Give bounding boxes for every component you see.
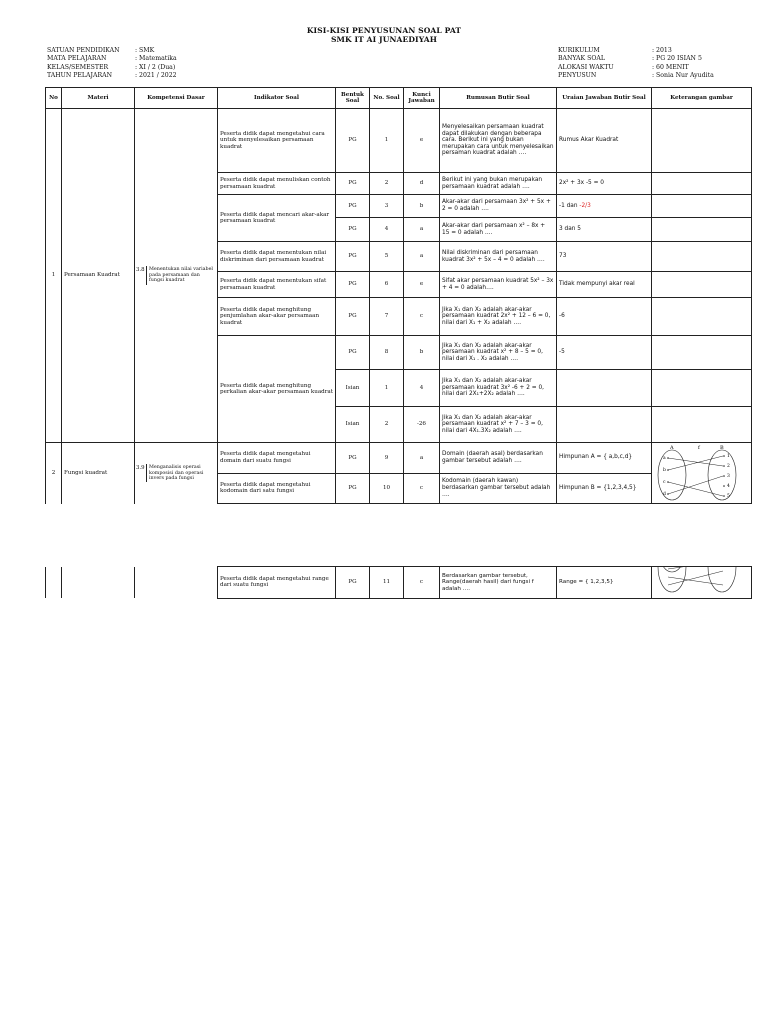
empty-cell — [46, 567, 62, 599]
set-b-element: 3 — [727, 474, 730, 479]
kd-number: 3.9 — [135, 464, 147, 482]
document-title: KISI-KISI PENYUSUNAN SOAL PAT — [306, 26, 462, 35]
point — [723, 475, 725, 477]
no-soal: 4 — [370, 218, 404, 242]
indicator: Peserta didik dapat mengetahui kodomain dari satu fungsi — [218, 473, 336, 504]
keterangan-gambar — [652, 218, 752, 242]
group-materi: Fungsi kuadrat — [62, 443, 135, 504]
meta-value: : Matematika — [135, 55, 177, 63]
bentuk-soal: PG — [336, 443, 370, 474]
meta-value: : PG 20 ISIAN 5 — [652, 55, 702, 63]
indicator: Peserta didik dapat menentukan nilai diskriminan dari persamaan kuadrat — [218, 242, 336, 272]
indicator: Peserta didik dapat menghitung penjumlahan akar-akar persamaan kuadrat — [218, 298, 336, 336]
set-a-label: A — [670, 445, 674, 451]
meta-value: : 2021 / 2022 — [135, 72, 177, 80]
bentuk-soal: PG — [336, 195, 370, 218]
kd-text: Menentukan nilai variabel pada persamaan dan fungsi kuadrat — [149, 267, 213, 284]
mapping-arrows — [668, 456, 723, 496]
point — [667, 481, 669, 483]
column-header: Kunci Jawaban — [404, 88, 440, 109]
group-no: 2 — [46, 443, 62, 504]
rumusan-soal: Nilai diskriminan dari persamaan kuadrat 3x² + 5x – 4 = 0 adalah …. — [440, 242, 557, 272]
column-header: Rumusan Butir Soal — [440, 88, 557, 109]
kunci-jawaban: -26 — [404, 407, 440, 443]
keterangan-gambar — [652, 109, 752, 173]
no-soal: 11 — [370, 567, 404, 599]
kd-text: Menganalisis operasi komposisi dan operasi invers pada fungsi — [149, 465, 204, 481]
rumusan-soal: Akar-akar dari persamaan x² – 8x + 15 = 0 adalah …. — [440, 218, 557, 242]
set-a-ellipse — [658, 567, 686, 572]
function-label: f — [698, 445, 700, 451]
rumusan-soal: Jika X₁ dan X₂ adalah akar-akar persamaan kuadrat 2x² + 12 – 6 = 0, nilai dari X₁ + X₂ adalah …. — [440, 298, 557, 336]
uraian-jawaban: 73 — [557, 242, 652, 272]
indicator: Peserta didik dapat mencari akar-akar persamaan kuadrat — [218, 195, 336, 242]
meta-key: TAHUN PELAJARAN — [47, 72, 112, 80]
kunci-jawaban: a — [404, 218, 440, 242]
column-header: Bentuk Soal — [336, 88, 370, 109]
uraian-jawaban: Rumus Akar Kuadrat — [557, 109, 652, 173]
no-soal: 1 — [370, 109, 404, 173]
meta-value: : 60 MENIT — [652, 63, 689, 71]
no-soal: 9 — [370, 443, 404, 474]
uraian-jawaban: Himpunan B = {1,2,3,4,5} — [557, 473, 652, 504]
meta-key: PENYUSUN — [558, 72, 597, 80]
indicator: Peserta didik dapat menuliskan contoh persamaan kuadrat — [218, 173, 336, 195]
mapping-arrow — [668, 482, 723, 496]
no-soal: 2 — [370, 173, 404, 195]
school-name: SMK IT AI JUNAEDIYAH — [330, 35, 438, 44]
uraian-jawaban: Tidak mempunyi akar real — [557, 272, 652, 298]
keterangan-gambar — [652, 336, 752, 370]
mapping-arrow — [668, 567, 723, 569]
table-row — [46, 109, 752, 173]
uraian-jawaban — [557, 195, 652, 218]
rumusan-soal: Domain (daerah asal) berdasarkan gambar tersebut adalah …. — [440, 443, 557, 474]
uraian-fraction: -2/3 — [579, 202, 591, 209]
kunci-jawaban: b — [404, 336, 440, 370]
table-row — [46, 567, 752, 599]
table-header-row — [46, 88, 752, 109]
set-points — [667, 455, 725, 497]
keterangan-gambar — [652, 443, 752, 504]
rumusan-soal: Berikut ini yang bukan merupakan persamaan kuadrat adalah …. — [440, 173, 557, 195]
meta-key: KELAS/SEMESTER — [47, 63, 109, 71]
set-a-element: c — [663, 480, 666, 485]
column-header: Kompetensi Dasar — [135, 88, 218, 109]
set-a-element: a — [663, 456, 666, 461]
uraian-text: -1 dan — [559, 202, 578, 209]
bentuk-soal: PG — [336, 173, 370, 195]
mapping-arrow — [668, 476, 723, 494]
set-a-element: d — [663, 492, 666, 497]
kunci-jawaban: e — [404, 109, 440, 173]
set-b-element: 4 — [727, 484, 730, 489]
keterangan-gambar — [652, 370, 752, 407]
keterangan-gambar — [652, 272, 752, 298]
point — [723, 465, 725, 467]
set-b-element: 5 — [727, 494, 730, 499]
mapping-arrow — [668, 458, 723, 466]
keterangan-gambar — [652, 195, 752, 218]
group-no: 1 — [46, 109, 62, 443]
bentuk-soal: PG — [336, 298, 370, 336]
uraian-jawaban: Himpunan A = { a,b,c,d} — [557, 443, 652, 474]
rumusan-soal: Kodomain (daerah kawan) berdasarkan gambar tersebut adalah …. — [440, 473, 557, 504]
indicator: Peserta didik dapat mengetahui domain dari suatu fungsi — [218, 443, 336, 474]
column-header: Materi — [62, 88, 135, 109]
set-a-element: b — [663, 468, 666, 473]
meta-value: : 2013 — [652, 47, 672, 54]
meta-key: MATA PELAJARAN — [47, 55, 107, 63]
meta-left — [47, 47, 177, 81]
indicator: Peserta didik dapat menghitung perkalian akar-akar persamaan kuadrat — [218, 336, 336, 443]
bentuk-soal: PG — [336, 109, 370, 173]
rumusan-soal: Jika X₁ dan X₂ adalah akar-akar persamaan kuadrat x² + 7 – 3 = 0, nilai dari 4X₁.3X₂ adalah …. — [440, 407, 557, 443]
point — [667, 493, 669, 495]
rumusan-soal: Jika X₁ dan X₂ adalah akar-akar persamaan kuadrat x² + 8 – 5 = 0, nilai dari X₁ . X₂ adalah …. — [440, 336, 557, 370]
meta-key: SATUAN PENDIDIKAN — [47, 47, 120, 54]
uraian-jawaban: Range = { 1,2,3,5} — [557, 567, 652, 599]
column-header: Keterangan gambar — [652, 88, 752, 109]
uraian-jawaban: -6 — [557, 298, 652, 336]
kunci-jawaban: c — [404, 567, 440, 599]
rumusan-soal: Jika X₁ dan X₂ adalah akar-akar persamaan kuadrat 3x² -6 + 2 = 0, nilai dari 2X₁+2X₂ adalah …. — [440, 370, 557, 407]
kisi-kisi-table — [45, 87, 752, 504]
bentuk-soal: PG — [336, 218, 370, 242]
set-b-ellipse — [708, 450, 736, 500]
group-kd — [135, 109, 218, 443]
keterangan-gambar — [652, 298, 752, 336]
meta-value: : Sonia Nur Ayudita — [652, 72, 714, 80]
function-diagram — [652, 443, 750, 503]
meta-key: KURIKULUM — [558, 47, 600, 54]
no-soal: 2 — [370, 407, 404, 443]
keterangan-gambar — [652, 242, 752, 272]
column-header: No. Soal — [370, 88, 404, 109]
meta-key: BANYAK SOAL — [558, 55, 605, 63]
point — [723, 495, 725, 497]
uraian-jawaban — [557, 370, 652, 407]
bentuk-soal: Isian — [336, 370, 370, 407]
set-b-element: 1 — [727, 454, 730, 459]
function-diagram-partial — [652, 567, 750, 595]
set-b-label: B — [720, 445, 724, 451]
bentuk-soal: Isian — [336, 407, 370, 443]
empty-cell — [135, 567, 218, 599]
kunci-jawaban: 4 — [404, 370, 440, 407]
kunci-jawaban: c — [404, 473, 440, 504]
mapping-arrows — [668, 567, 723, 585]
no-soal: 3 — [370, 195, 404, 218]
rumusan-soal: Menyelesaikan persamaan kuadrat dapat dilakukan dengan beberapa cara. Berikut ini yang bukan merupakan cara untuk menyelesaikan persaman kuadrat adalah …. — [440, 109, 557, 173]
rumusan-soal: Sifat akar persamaan kuadrat 5x² – 3x + 4 = 0 adalah…. — [440, 272, 557, 298]
table-row — [46, 443, 752, 474]
set-b-ellipse — [708, 567, 736, 592]
no-soal: 7 — [370, 298, 404, 336]
set-b-element: 2 — [727, 464, 730, 469]
point — [667, 469, 669, 471]
uraian-jawaban: -5 — [557, 336, 652, 370]
meta-value: : SMK — [135, 47, 155, 54]
meta-right — [558, 47, 714, 81]
keterangan-gambar — [652, 407, 752, 443]
bentuk-soal: PG — [336, 567, 370, 599]
kunci-jawaban: a — [404, 443, 440, 474]
point — [667, 457, 669, 459]
rumusan-soal: Berdasarkan gambar tersebut, Range(daerah hasil) dari fungsi f adalah …. — [440, 567, 557, 599]
kunci-jawaban: b — [404, 195, 440, 218]
column-header: Uraian Jawaban Butir Soal — [557, 88, 652, 109]
kunci-jawaban: d — [404, 173, 440, 195]
bentuk-soal: PG — [336, 272, 370, 298]
group-kd — [135, 443, 218, 504]
meta-key: ALOKASI WAKTU — [558, 63, 614, 71]
uraian-jawaban: 3 dan 5 — [557, 218, 652, 242]
kunci-jawaban: c — [404, 298, 440, 336]
indicator: Peserta didik dapat mengetahui range dari suatu fungsi — [218, 567, 336, 599]
column-header: No — [46, 88, 62, 109]
no-soal: 8 — [370, 336, 404, 370]
bentuk-soal: PG — [336, 473, 370, 504]
column-header: Indikator Soal — [218, 88, 336, 109]
point — [723, 485, 725, 487]
indicator: Peserta didik dapat mengetahui cara untuk menyelesaikan persamaan kuadrat — [218, 109, 336, 173]
group-materi: Persamaan Kuadrat — [62, 109, 135, 443]
kunci-jawaban: a — [404, 242, 440, 272]
bentuk-soal: PG — [336, 336, 370, 370]
keterangan-gambar — [652, 173, 752, 195]
kunci-jawaban: e — [404, 272, 440, 298]
empty-cell — [62, 567, 135, 599]
no-soal: 1 — [370, 370, 404, 407]
mapping-arrow — [668, 456, 723, 470]
indicator: Peserta didik dapat menentukan sifat persamaan kuadrat — [218, 272, 336, 298]
uraian-jawaban — [557, 407, 652, 443]
no-soal: 6 — [370, 272, 404, 298]
set-a-ellipse — [658, 567, 686, 592]
no-soal: 5 — [370, 242, 404, 272]
point — [723, 455, 725, 457]
rumusan-soal: Akar-akar dari persamaan 3x² + 5x + 2 = 0 adalah …. — [440, 195, 557, 218]
no-soal: 10 — [370, 473, 404, 504]
keterangan-gambar — [652, 567, 752, 599]
uraian-jawaban: 2x² + 3x -5 = 0 — [557, 173, 652, 195]
meta-value: : XI / 2 (Dua) — [135, 63, 176, 71]
bentuk-soal: PG — [336, 242, 370, 272]
kisi-kisi-table-continued — [45, 566, 752, 599]
kd-number: 3.8 — [135, 266, 147, 284]
